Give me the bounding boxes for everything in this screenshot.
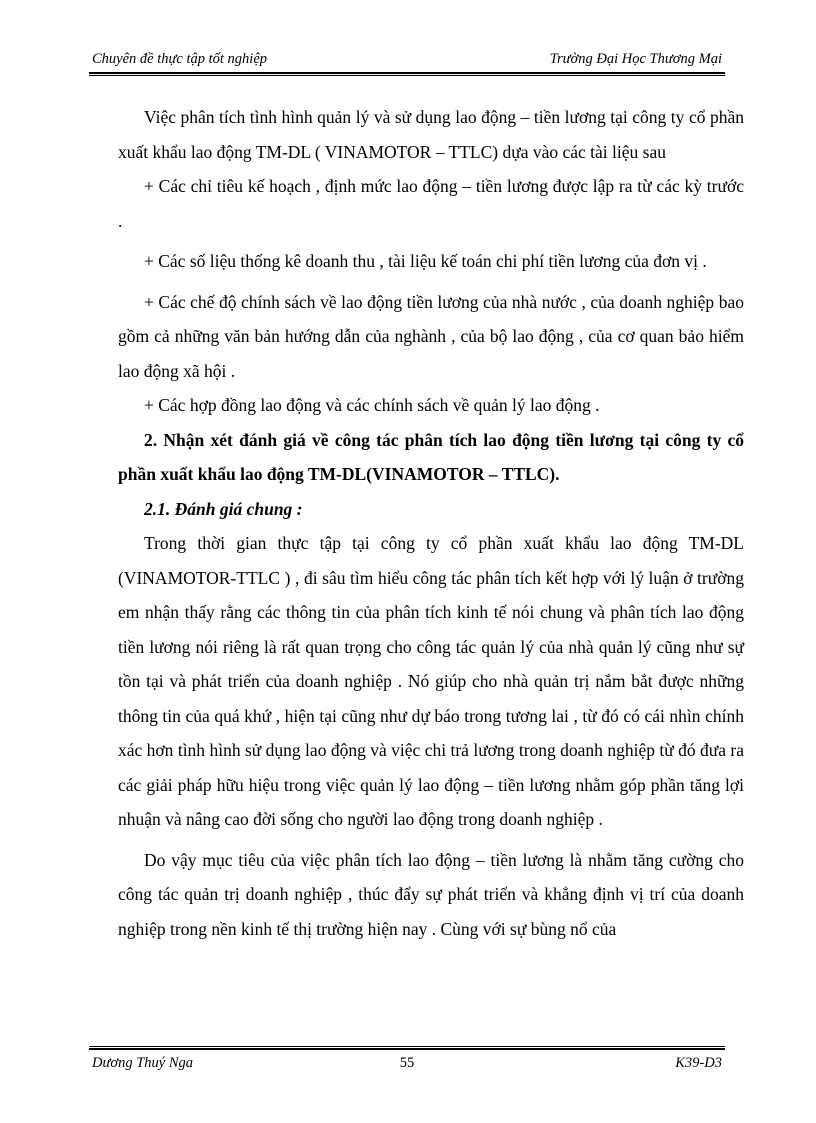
header-rule-thick (89, 72, 725, 74)
paragraph-plan-targets: + Các chỉ tiêu kế hoạch , định mức lao động – tiền lương được lập ra từ các kỳ trước . (118, 176, 744, 231)
footer-rule-thick (89, 1048, 725, 1050)
header-report-title: Chuyên đề thực tập tốt nghiệp (92, 51, 268, 67)
subsection-heading: 2.1. Đánh giá chung : (144, 498, 303, 519)
section-heading: 2. Nhận xét đánh giá về công tác phân tích lao động tiền lương tại công ty cổ phần xuất khẩu lao động TM-DL(VINAMOTOR – TTLC). (118, 429, 744, 484)
footer-rule-thin (89, 1046, 725, 1047)
page-header (92, 51, 722, 71)
paragraph-objective: Do vậy mục tiêu của việc phân tích lao động – tiền lương là nhằm tăng cường cho công tác quản trị doanh nghiệp , thúc đẩy sự phát triển và khẳng định vị trí của doanh nghiệp trong nền kinh tế thị trường hiện nay . Cùng với sự bùng nổ của (118, 849, 744, 939)
paragraph-contracts: + Các hợp đồng lao động và các chính sách về quản lý lao động . (144, 395, 600, 415)
footer-author: Dương Thuý Nga (92, 1055, 194, 1071)
paragraph-assessment: Trong thời gian thực tập tại công ty cổ phần xuất khẩu lao động TM-DL (VINAMOTOR-TTLC ) , đi sâu tìm hiểu công tác phân tích kết hợp với lý luận ở trường em nhận thấy rằng các thông tin của phân tích kinh tế nói chung và phân tích lao động tiền lương nói riêng là rất quan trọng cho công tác quản lý của nhà quản lý cũng như sự tồn tại và phát triển của doanh nghiệp . Nó giúp cho nhà quản trị nắm bắt được những thông tin của quá khứ , hiện tại cũng như dự báo trong tương lai , từ đó có cái nhìn chính xác hơn tình hình sử dụng lao động và việc chi trả lương trong doanh nghiệp từ đó đưa ra các giải pháp hữu hiệu trong việc quản lý lao động – tiền lương nhằm góp phần tăng lợi nhuận và nâng cao đời sống cho người lao động trong doanh nghiệp . (118, 533, 744, 829)
page-footer (92, 1055, 722, 1075)
page-number: 55 (399, 1055, 415, 1071)
paragraph-policies: + Các chế độ chính sách về lao động tiền lương của nhà nước , của doanh nghiệp bao gồm cả những văn bản hướng dẫn của nghành , của bộ lao động , của cơ quan bảo hiểm lao động xã hội . (118, 291, 744, 381)
paragraph-statistics: + Các số liệu thống kê doanh thu , tài liệu kế toán chi phí tiền lương của đơn vị . (144, 251, 707, 271)
footer-class-code: K39-D3 (675, 1055, 722, 1071)
header-rule-thin (89, 75, 725, 76)
body-text (118, 100, 744, 946)
header-university: Trường Đại Học Thương Mại (549, 51, 722, 67)
paragraph-intro: Việc phân tích tình hình quản lý và sử dụng lao động – tiền lương tại công ty cổ phần xuất khẩu lao động TM-DL ( VINAMOTOR – TTLC) dựa vào các tài liệu sau (118, 107, 744, 162)
